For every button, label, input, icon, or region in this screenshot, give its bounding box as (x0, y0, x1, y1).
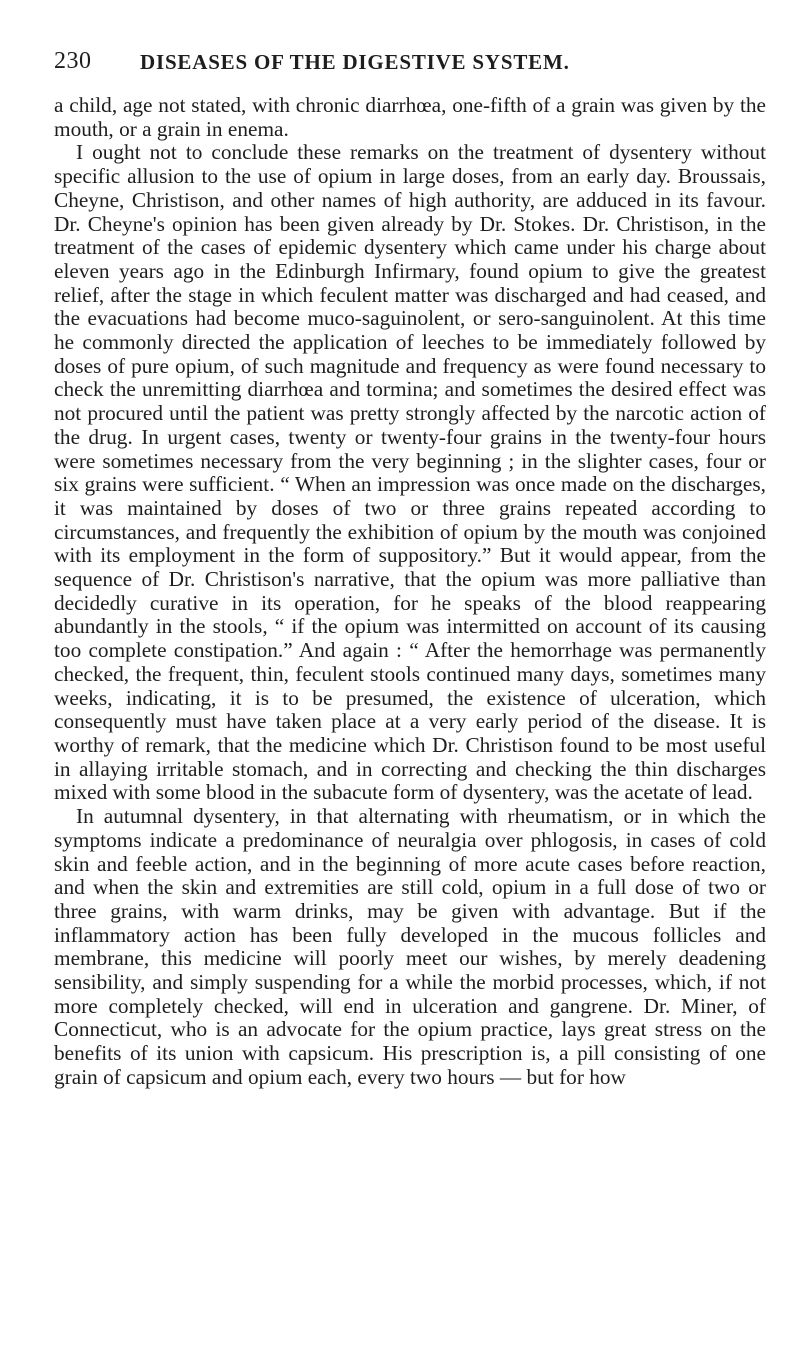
running-header (54, 48, 766, 78)
paragraph-continuation: a child, age not stated, with chronic diarrhœa, one-fifth of a grain was given by the mouth, or a grain in enema. (54, 93, 766, 141)
paragraph-opium-dysentery: I ought not to conclude these remarks on the treatment of dysentery without specific allusion to the use of opium in large doses, from an early day. Broussais, Cheyne, Christison, and other names of high authority, are adduced in its favour. Dr. Cheyne's opinion has been given already by Dr. Stokes. Dr. Christison, in the treatment of the cases of epidemic dysentery which came under his charge about eleven years ago in the Edinburgh Infirmary, found opium to give the greatest relief, after the stage in which feculent matter was discharged and had ceased, and the evacuations had become muco-saguinolent, or sero-sanguinolent. At this time he commonly directed the application of leeches to be immediately followed by doses of pure opium, of such magnitude and frequency as were found necessary to check the unremitting diarrhœa and tormina; and sometimes the desired effect was not procured until the patient was pretty strongly affected by the narcotic action of the drug. In urgent cases, twenty or twenty-four grains in the twenty-four hours were sometimes necessary from the very beginning ; in the slighter cases, four or six grains were sufficient. “ When an impression was once made on the discharges, it was maintained by doses of two or three grains repeated according to circumstances, and frequently the exhibition of opium by the mouth was conjoined with its employment in the form of suppository.” But it would appear, from the sequence of Dr. Christison's narrative, that the opium was more palliative than decidedly curative in its operation, for he speaks of the blood reappearing abundantly in the stools, “ if the opium was intermitted on account of its causing too complete constipation.” And again : “ After the hemorrhage was permanently checked, the frequent, thin, feculent stools continued many days, sometimes many weeks, indicating, it is to be presumed, the existence of ulceration, which consequently must have taken place at a very early period of the disease. It is worthy of remark, that the medicine which Dr. Christison found to be most useful in allaying irritable stomach, and in correcting and checking the thin discharges mixed with some blood in the subacute form of dysentery, was the acetate of lead. (54, 140, 766, 805)
page-number: 230 (54, 48, 92, 74)
running-title: DISEASES OF THE DIGESTIVE SYSTEM. (140, 50, 570, 74)
body-text (54, 94, 766, 1090)
book-page (54, 48, 766, 1090)
paragraph-autumnal-dysentery: In autumnal dysentery, in that alternating with rheumatism, or in which the symptoms indicate a predominance of neuralgia over phlogosis, in cases of cold skin and feeble action, and in the beginning of more acute cases before reaction, and when the skin and extremities are still cold, opium in a full dose of two or three grains, with warm drinks, may be given with advantage. But if the inflammatory action has been fully developed in the mucous follicles and membrane, this medicine will poorly meet our wishes, by merely deadening sensibility, and simply suspending for a while the morbid processes, which, if not more completely checked, will end in ulceration and gangrene. Dr. Miner, of Connecticut, who is an advocate for the opium practice, lays great stress on the benefits of its union with capsicum. His prescription is, a pill consisting of one grain of capsicum and opium each, every two hours — but for how (54, 804, 766, 1089)
